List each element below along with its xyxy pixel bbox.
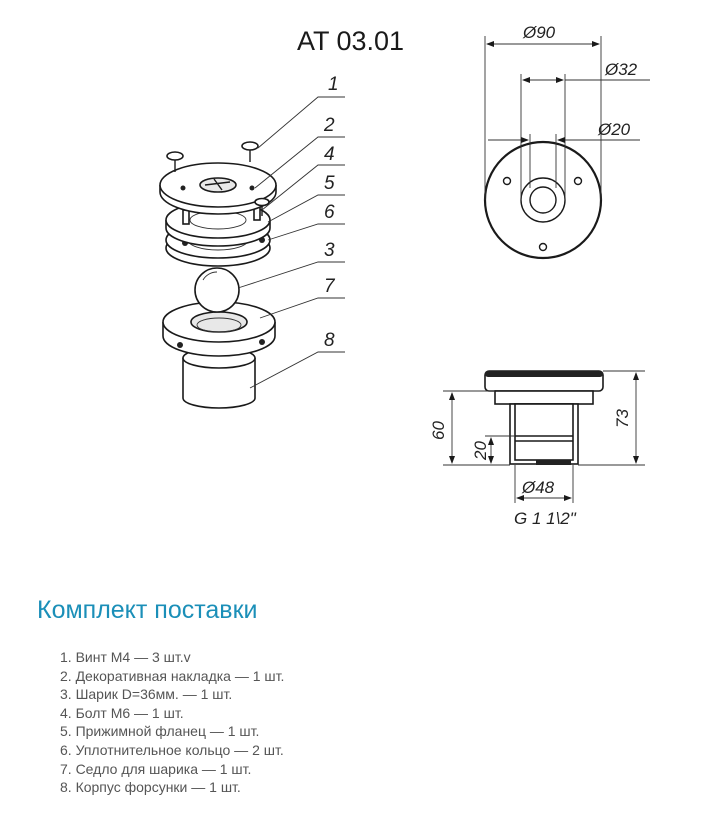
kit-item: 6. Уплотнительное кольцо — 2 шт.: [60, 741, 284, 758]
kit-title: Комплект поставки: [37, 596, 258, 624]
kit-item: 5. Прижимной фланец — 1 шт.: [60, 723, 260, 740]
kit-item: 4. Болт М6 — 1 шт.: [60, 704, 184, 721]
callout-6: 6: [324, 202, 335, 223]
dim-d20: Ø20: [598, 120, 631, 139]
model-title: AT 03.01: [297, 26, 405, 56]
dim-h60: 60: [429, 421, 448, 440]
callout-4: 4: [324, 144, 335, 165]
kit-item: 1. Винт М4 — 3 шт.v: [60, 649, 191, 665]
callout-3: 3: [324, 240, 335, 261]
kit-item: 2. Декоративная накладка — 1 шт.: [60, 667, 285, 684]
kit-item: 7. Седло для шарика — 1 шт.: [60, 760, 252, 777]
part-ball: [195, 268, 239, 312]
exploded-view: [160, 74, 345, 408]
kit-item: 3. Шарик D=36мм. — 1 шт.: [60, 686, 233, 703]
callout-8: 8: [324, 330, 335, 351]
part-cover-plate: [160, 163, 276, 214]
callout-2: 2: [324, 115, 335, 136]
dim-h20: 20: [471, 441, 490, 460]
callout-5: 5: [324, 173, 335, 194]
callout-1: 1: [328, 74, 339, 95]
dim-d32: Ø32: [605, 60, 638, 79]
thread-label: G 1 1\2": [514, 509, 576, 528]
dim-h73: 73: [613, 409, 632, 428]
part-nozzle-body: [183, 348, 255, 408]
kit-list: [60, 648, 284, 797]
callout-7: 7: [324, 276, 335, 297]
dim-d48: Ø48: [522, 478, 555, 497]
side-view: [429, 371, 645, 528]
dim-d90: Ø90: [523, 23, 556, 42]
kit-item: 8. Корпус форсунки — 1 шт.: [60, 779, 241, 796]
top-view: [485, 23, 650, 258]
